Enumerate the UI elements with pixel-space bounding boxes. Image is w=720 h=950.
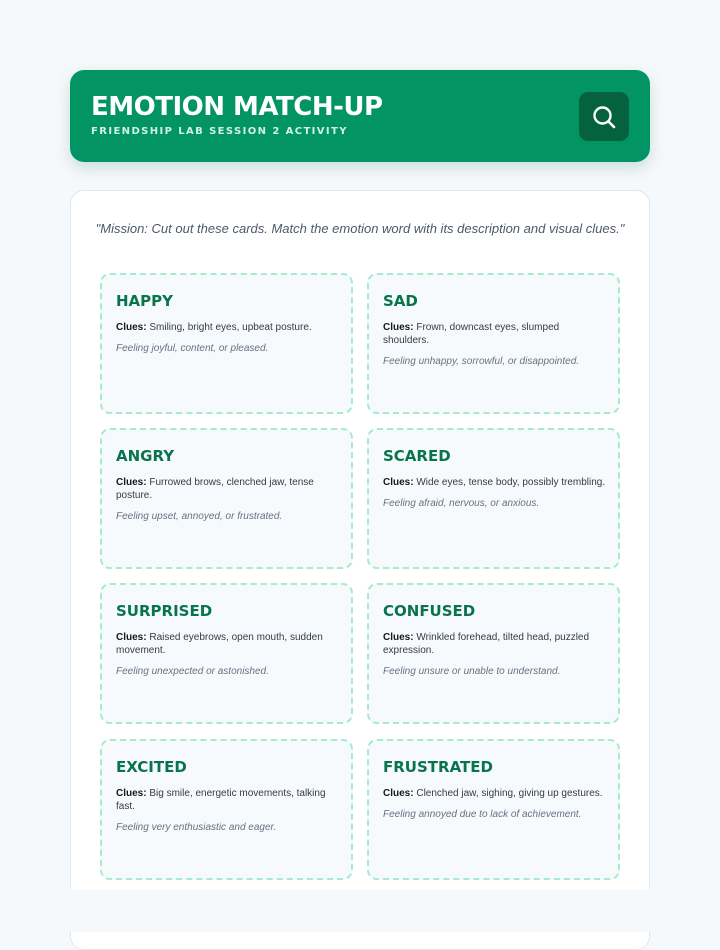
clues-text: Raised eyebrows, open mouth, sudden movement. xyxy=(116,632,323,656)
clues-label: Clues: xyxy=(116,322,147,333)
clues-text: Furrowed brows, clenched jaw, tense posture. xyxy=(116,477,314,501)
card-feeling: Feeling joyful, content, or pleased. xyxy=(116,343,269,354)
card-clues xyxy=(116,787,341,834)
card-emotion: EXCITED xyxy=(116,758,187,776)
mission-text: "Mission: Cut out these cards. Match the emotion word with its description and visual clues." xyxy=(95,221,625,236)
card-feeling: Feeling annoyed due to lack of achievement. xyxy=(383,809,582,820)
clues-label: Clues: xyxy=(116,788,147,799)
clues-label: Clues: xyxy=(383,632,414,643)
emotion-card-angry xyxy=(100,428,353,569)
card-clues xyxy=(383,787,608,821)
search-button[interactable] xyxy=(579,92,629,141)
page-bottom-margin xyxy=(0,890,720,932)
emotion-card-frustrated xyxy=(367,739,620,880)
clues-text: Big smile, energetic movements, talking fast. xyxy=(116,788,326,812)
card-clues xyxy=(116,476,341,523)
emotion-card-excited xyxy=(100,739,353,880)
card-emotion: SURPRISED xyxy=(116,602,213,620)
card-clues xyxy=(116,321,341,355)
card-emotion: SAD xyxy=(383,292,418,310)
card-emotion: SCARED xyxy=(383,447,451,465)
page-subtitle: FRIENDSHIP LAB SESSION 2 ACTIVITY xyxy=(91,126,348,137)
emotion-card-happy xyxy=(100,273,353,414)
card-clues xyxy=(383,321,608,368)
clues-label: Clues: xyxy=(383,788,414,799)
card-emotion: CONFUSED xyxy=(383,602,476,620)
clues-text: Frown, downcast eyes, slumped shoulders. xyxy=(383,322,560,346)
card-feeling: Feeling afraid, nervous, or anxious. xyxy=(383,498,540,509)
clues-label: Clues: xyxy=(383,477,414,488)
card-feeling: Feeling unexpected or astonished. xyxy=(116,666,269,677)
clues-text: Clenched jaw, sighing, giving up gestures. xyxy=(416,788,603,799)
emotion-card-confused xyxy=(367,583,620,724)
card-feeling: Feeling unhappy, sorrowful, or disappointed. xyxy=(383,356,580,367)
clues-label: Clues: xyxy=(383,322,414,333)
header-banner xyxy=(70,70,650,162)
search-icon xyxy=(591,104,617,130)
card-emotion: FRUSTRATED xyxy=(383,758,493,776)
clues-text: Smiling, bright eyes, upbeat posture. xyxy=(149,322,312,333)
card-clues xyxy=(116,631,341,678)
card-emotion: HAPPY xyxy=(116,292,174,310)
emotion-card-surprised xyxy=(100,583,353,724)
card-emotion: ANGRY xyxy=(116,447,175,465)
page-title: EMOTION MATCH-UP xyxy=(91,92,383,122)
clues-label: Clues: xyxy=(116,477,147,488)
card-feeling: Feeling unsure or unable to understand. xyxy=(383,666,561,677)
card-clues xyxy=(383,631,608,678)
emotion-card-sad xyxy=(367,273,620,414)
clues-text: Wide eyes, tense body, possibly trembling. xyxy=(416,477,606,488)
card-clues xyxy=(383,476,608,510)
cards-panel xyxy=(70,190,650,950)
card-feeling: Feeling upset, annoyed, or frustrated. xyxy=(116,511,283,522)
card-feeling: Feeling very enthusiastic and eager. xyxy=(116,822,277,833)
emotion-card-scared xyxy=(367,428,620,569)
clues-label: Clues: xyxy=(116,632,147,643)
clues-text: Wrinkled forehead, tilted head, puzzled expression. xyxy=(383,632,590,656)
